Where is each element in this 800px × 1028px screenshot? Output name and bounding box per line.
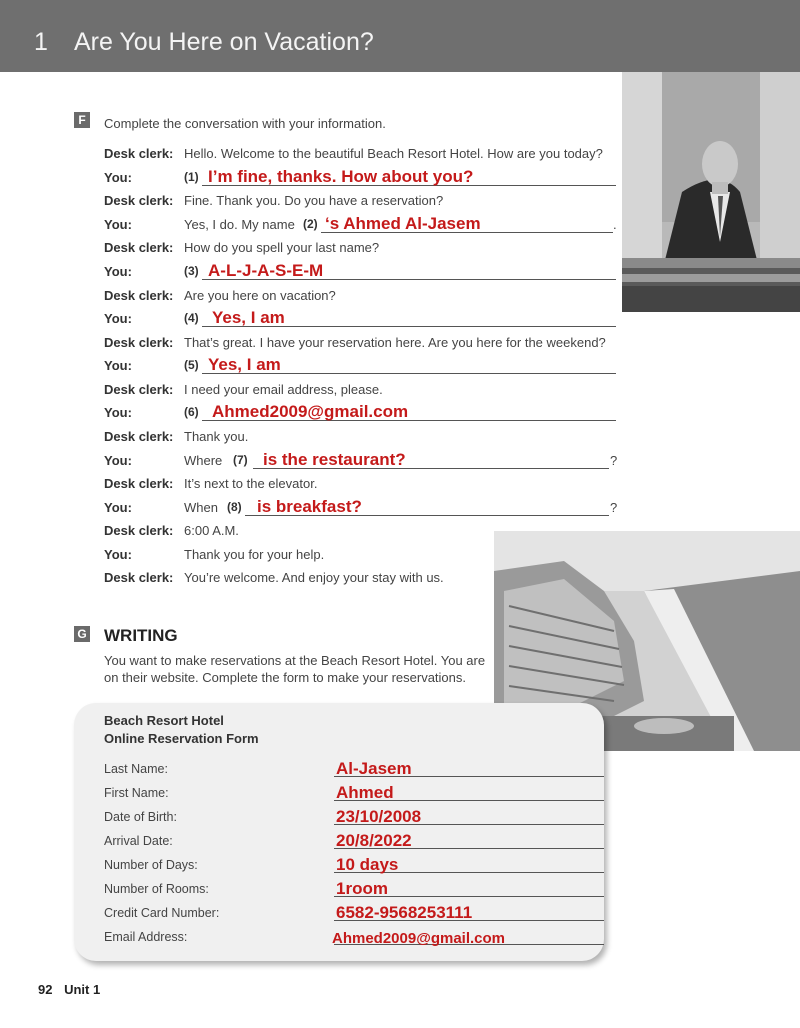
conversation-line-18: [104, 544, 624, 566]
line-text: Are you here on vacation?: [184, 288, 336, 303]
field-value: 23/10/2008: [336, 807, 422, 826]
field-label: Arrival Date:: [104, 834, 173, 848]
conversation-answer-7: [104, 450, 624, 472]
conversation-answer-1: [104, 167, 624, 189]
form-field-date-of-birth: [104, 806, 584, 828]
answer-text: is the restaurant?: [263, 450, 406, 469]
field-value: 1room: [336, 879, 388, 898]
line-text: That’s great. I have your reservation here. Are you here for the weekend?: [184, 335, 606, 350]
field-value: Ahmed: [336, 783, 394, 802]
form-field-number-of-days: [104, 854, 584, 876]
field-label: First Name:: [104, 786, 169, 800]
answer-text: is breakfast?: [257, 497, 362, 516]
unit-label: Unit 1: [64, 982, 101, 997]
speaker-label: You:: [104, 547, 132, 562]
speaker-label: Desk clerk:: [104, 193, 174, 208]
speaker-label: Desk clerk:: [104, 335, 174, 350]
field-label: Number of Days:: [104, 858, 198, 872]
line-text: You’re welcome. And enjoy your stay with us.: [184, 570, 444, 585]
conversation-line-3: [104, 190, 624, 212]
blank-number: (2): [303, 217, 318, 231]
conversation-line-13: [104, 426, 624, 448]
answer-text: Ahmed2009@gmail.com: [212, 402, 409, 421]
conversation-line-5: [104, 237, 624, 259]
line-prefix: Yes, I do. My name: [184, 217, 295, 232]
field-value: Ahmed2009@gmail.com: [332, 930, 506, 947]
speaker-label: You:: [104, 453, 132, 468]
unit-number: 1: [34, 28, 48, 56]
page-header: [0, 0, 800, 72]
field-value: 6582-9568253111: [336, 903, 473, 922]
section-g-title: WRITING: [104, 626, 178, 645]
blank-number: (3): [184, 264, 199, 278]
section-f-instruction: Complete the conversation with your information.: [104, 116, 386, 131]
form-field-first-name: [104, 782, 584, 804]
conversation-answer-4: [104, 308, 624, 330]
reservation-form: [74, 703, 604, 961]
speaker-label: You:: [104, 311, 132, 326]
answer-text: I’m fine, thanks. How about you?: [208, 167, 474, 186]
page-title: Are You Here on Vacation?: [74, 28, 374, 56]
speaker-label: You:: [104, 264, 132, 279]
field-label: Date of Birth:: [104, 810, 177, 824]
speaker-label: Desk clerk:: [104, 570, 174, 585]
field-value: 10 days: [336, 855, 399, 874]
field-label: Email Address:: [104, 930, 188, 944]
conversation-answer-5: [104, 355, 624, 377]
speaker-label: Desk clerk:: [104, 382, 174, 397]
line-suffix: ?: [610, 453, 618, 468]
conversation-answer-6: [104, 402, 624, 424]
blank-number: (1): [184, 170, 199, 184]
line-prefix: Where: [184, 453, 223, 468]
conversation-line-1: [104, 143, 624, 165]
field-value: Al-Jasem: [336, 759, 412, 778]
form-field-last-name: [104, 758, 584, 780]
conversation-answer-8: [104, 497, 624, 519]
blank-number: (8): [227, 500, 242, 514]
page-footer: [38, 982, 100, 997]
speaker-label: Desk clerk:: [104, 288, 174, 303]
form-title-hotel: Beach Resort Hotel: [104, 713, 224, 728]
conversation-line-15: [104, 473, 624, 495]
speaker-label: Desk clerk:: [104, 523, 174, 538]
form-field-email: [104, 926, 584, 948]
page-number: 92: [38, 982, 53, 997]
conversation-line-9: [104, 332, 624, 354]
speaker-label: Desk clerk:: [104, 476, 174, 491]
section-g-description: You want to make reservations at the Beach Resort Hotel. You are on their website. Complete the form to make your reservations.: [104, 653, 486, 685]
line-text: How do you spell your last name?: [184, 240, 380, 255]
speaker-label: You:: [104, 405, 132, 420]
answer-text: Yes, I am: [212, 308, 285, 327]
speaker-label: You:: [104, 170, 132, 185]
form-field-number-of-rooms: [104, 878, 584, 900]
line-text: 6:00 A.M.: [184, 523, 239, 538]
blank-number: (5): [184, 358, 199, 372]
conversation-answer-3: [104, 261, 624, 283]
speaker-label: You:: [104, 217, 132, 232]
speaker-label: Desk clerk:: [104, 240, 174, 255]
blank-number: (4): [184, 311, 199, 325]
section-g-badge: G: [74, 626, 90, 642]
answer-text: A-L-J-A-S-E-M: [208, 261, 324, 280]
section-f-badge: F: [74, 112, 90, 128]
desk-clerk-photo: [622, 72, 800, 312]
blank-number: (7): [233, 453, 248, 467]
line-prefix: When: [184, 500, 218, 515]
field-value: 20/8/2022: [336, 831, 412, 850]
form-title-form: Online Reservation Form: [104, 731, 259, 746]
line-suffix: ?: [610, 500, 618, 515]
conversation-line-17: [104, 520, 624, 542]
line-text: Hello. Welcome to the beautiful Beach Resort Hotel. How are you today?: [184, 146, 603, 161]
conversation-answer-2: [104, 214, 624, 236]
line-text: Fine. Thank you. Do you have a reservation?: [184, 193, 444, 208]
conversation-line-7: [104, 285, 624, 307]
field-label: Number of Rooms:: [104, 882, 209, 896]
field-label: Last Name:: [104, 762, 168, 776]
speaker-label: Desk clerk:: [104, 429, 174, 444]
speaker-label: You:: [104, 358, 132, 373]
form-field-arrival-date: [104, 830, 584, 852]
answer-text: ‘s Ahmed Al-Jasem: [325, 214, 481, 233]
blank-number: (6): [184, 405, 199, 419]
field-label: Credit Card Number:: [104, 906, 220, 920]
line-text: It’s next to the elevator.: [184, 476, 318, 491]
line-text: Thank you for your help.: [184, 547, 325, 562]
form-field-credit-card: [104, 902, 584, 924]
line-suffix: .: [613, 217, 617, 232]
line-text: I need your email address, please.: [184, 382, 383, 397]
line-text: Thank you.: [184, 429, 249, 444]
conversation-line-19: [104, 567, 624, 589]
answer-text: Yes, I am: [208, 355, 281, 374]
speaker-label: Desk clerk:: [104, 146, 174, 161]
speaker-label: You:: [104, 500, 132, 515]
conversation-line-11: [104, 379, 624, 401]
